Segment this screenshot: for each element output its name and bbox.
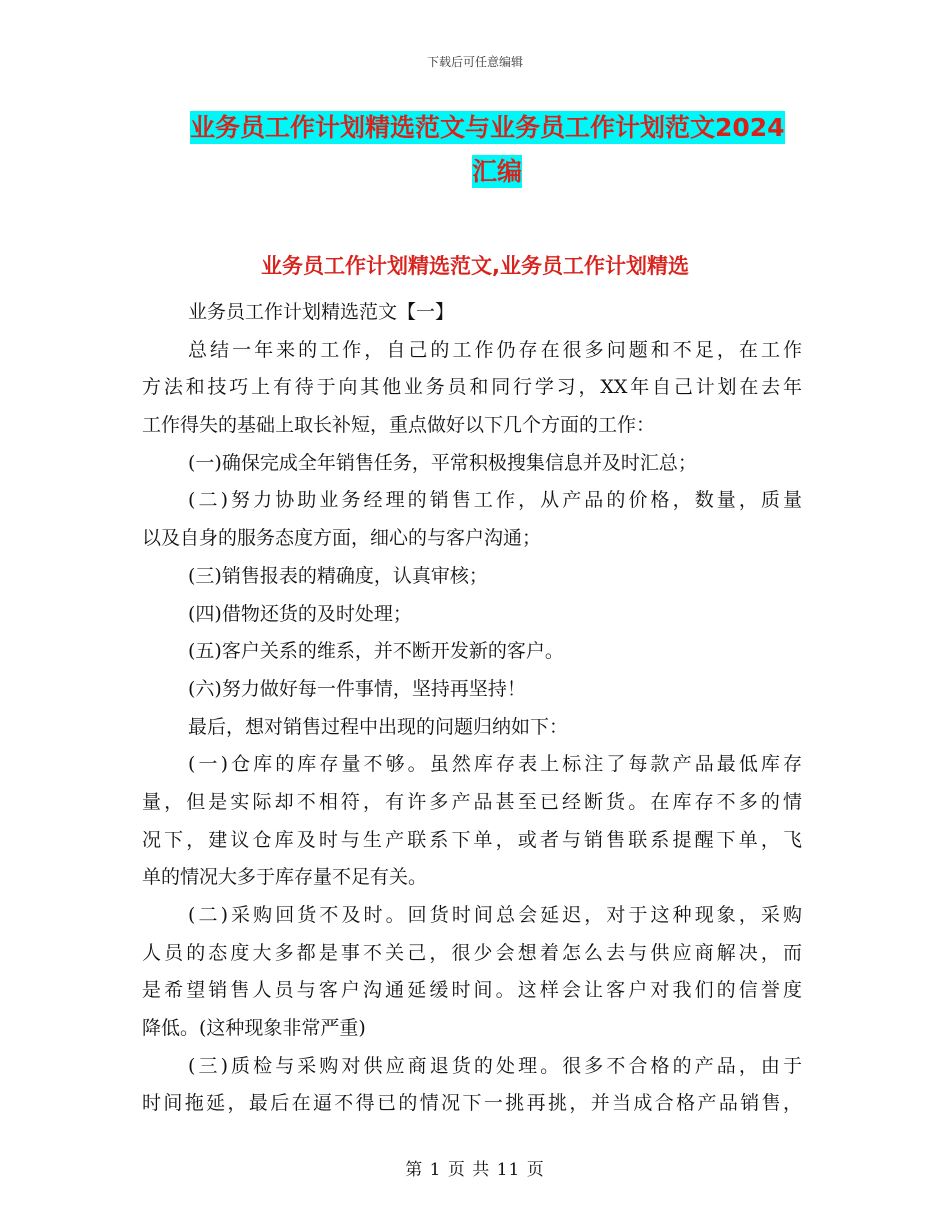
- body-line: (五)客户关系的维系，并不断开发新的客户。: [188, 640, 564, 663]
- body-line: (一)仓库的库存量不够。虽然库存表上标注了每款产品最低库存: [188, 753, 802, 776]
- body-line: 是希望销售人员与客户沟通延缓时间。这样会让客户对我们的信誉度: [142, 979, 802, 1002]
- body-line: (三)质检与采购对供应商退货的处理。很多不合格的产品，由于: [188, 1054, 802, 1077]
- page-footer: 第 1 页 共 11 页: [405, 1160, 545, 1180]
- body-line: 业务员工作计划精选范文【一】: [188, 301, 455, 323]
- body-line: 最后，想对销售过程中出现的问题归纳如下：: [188, 715, 569, 738]
- body-line: 人员的态度大多都是事不关己，很少会想着怎么去与供应商解决，而: [142, 941, 802, 964]
- document-title: [190, 110, 804, 190]
- body-line: (四)借物还货的及时处理；: [188, 602, 412, 625]
- body-line: 量，但是实际却不相符，有许多产品甚至已经断货。在库存不多的情: [142, 790, 802, 813]
- body-line: (一)确保完成全年销售任务，平常积极搜集信息并及时汇总；: [188, 451, 697, 474]
- body-line: 单的情况大多于库存量不足有关。: [142, 866, 428, 889]
- body-line: 工作得失的基础上取长补短，重点做好以下几个方面的工作：: [142, 414, 656, 437]
- body-line: (三)销售报表的精确度，认真审核；: [188, 564, 488, 587]
- body-line: (二)努力协助业务经理的销售工作，从产品的价格，数量，质量: [188, 489, 802, 512]
- document-subtitle: 业务员工作计划精选范文,业务员工作计划精选: [261, 254, 689, 278]
- header-note: 下载后可任意编辑: [426, 55, 523, 69]
- body-text: [142, 294, 802, 1123]
- body-line: 时间拖延，最后在逼不得已的情况下一挑再挑，并当成合格产品销售，: [142, 1092, 802, 1115]
- title-line-2: 汇编: [471, 157, 522, 186]
- body-line: (二)采购回货不及时。回货时间总会延迟，对于这种现象，采购: [188, 904, 802, 926]
- body-line: 况下，建议仓库及时与生产联系下单，或者与销售联系提醒下单，飞: [142, 828, 802, 851]
- body-line: 方法和技巧上有待于向其他业务员和同行学习，XX年自己计划在去年: [142, 376, 802, 399]
- title-line-1: 业务员工作计划精选范文与业务员工作计划范文2024: [190, 113, 785, 142]
- body-line: 降低。(这种现象非常严重): [142, 1017, 366, 1040]
- body-line: (六)努力做好每一件事情，坚持再坚持！: [188, 677, 526, 700]
- body-line: 总结一年来的工作，自己的工作仍存在很多问题和不足，在工作: [188, 338, 802, 361]
- body-line: 以及自身的服务态度方面，细心的与客户沟通；: [142, 527, 542, 550]
